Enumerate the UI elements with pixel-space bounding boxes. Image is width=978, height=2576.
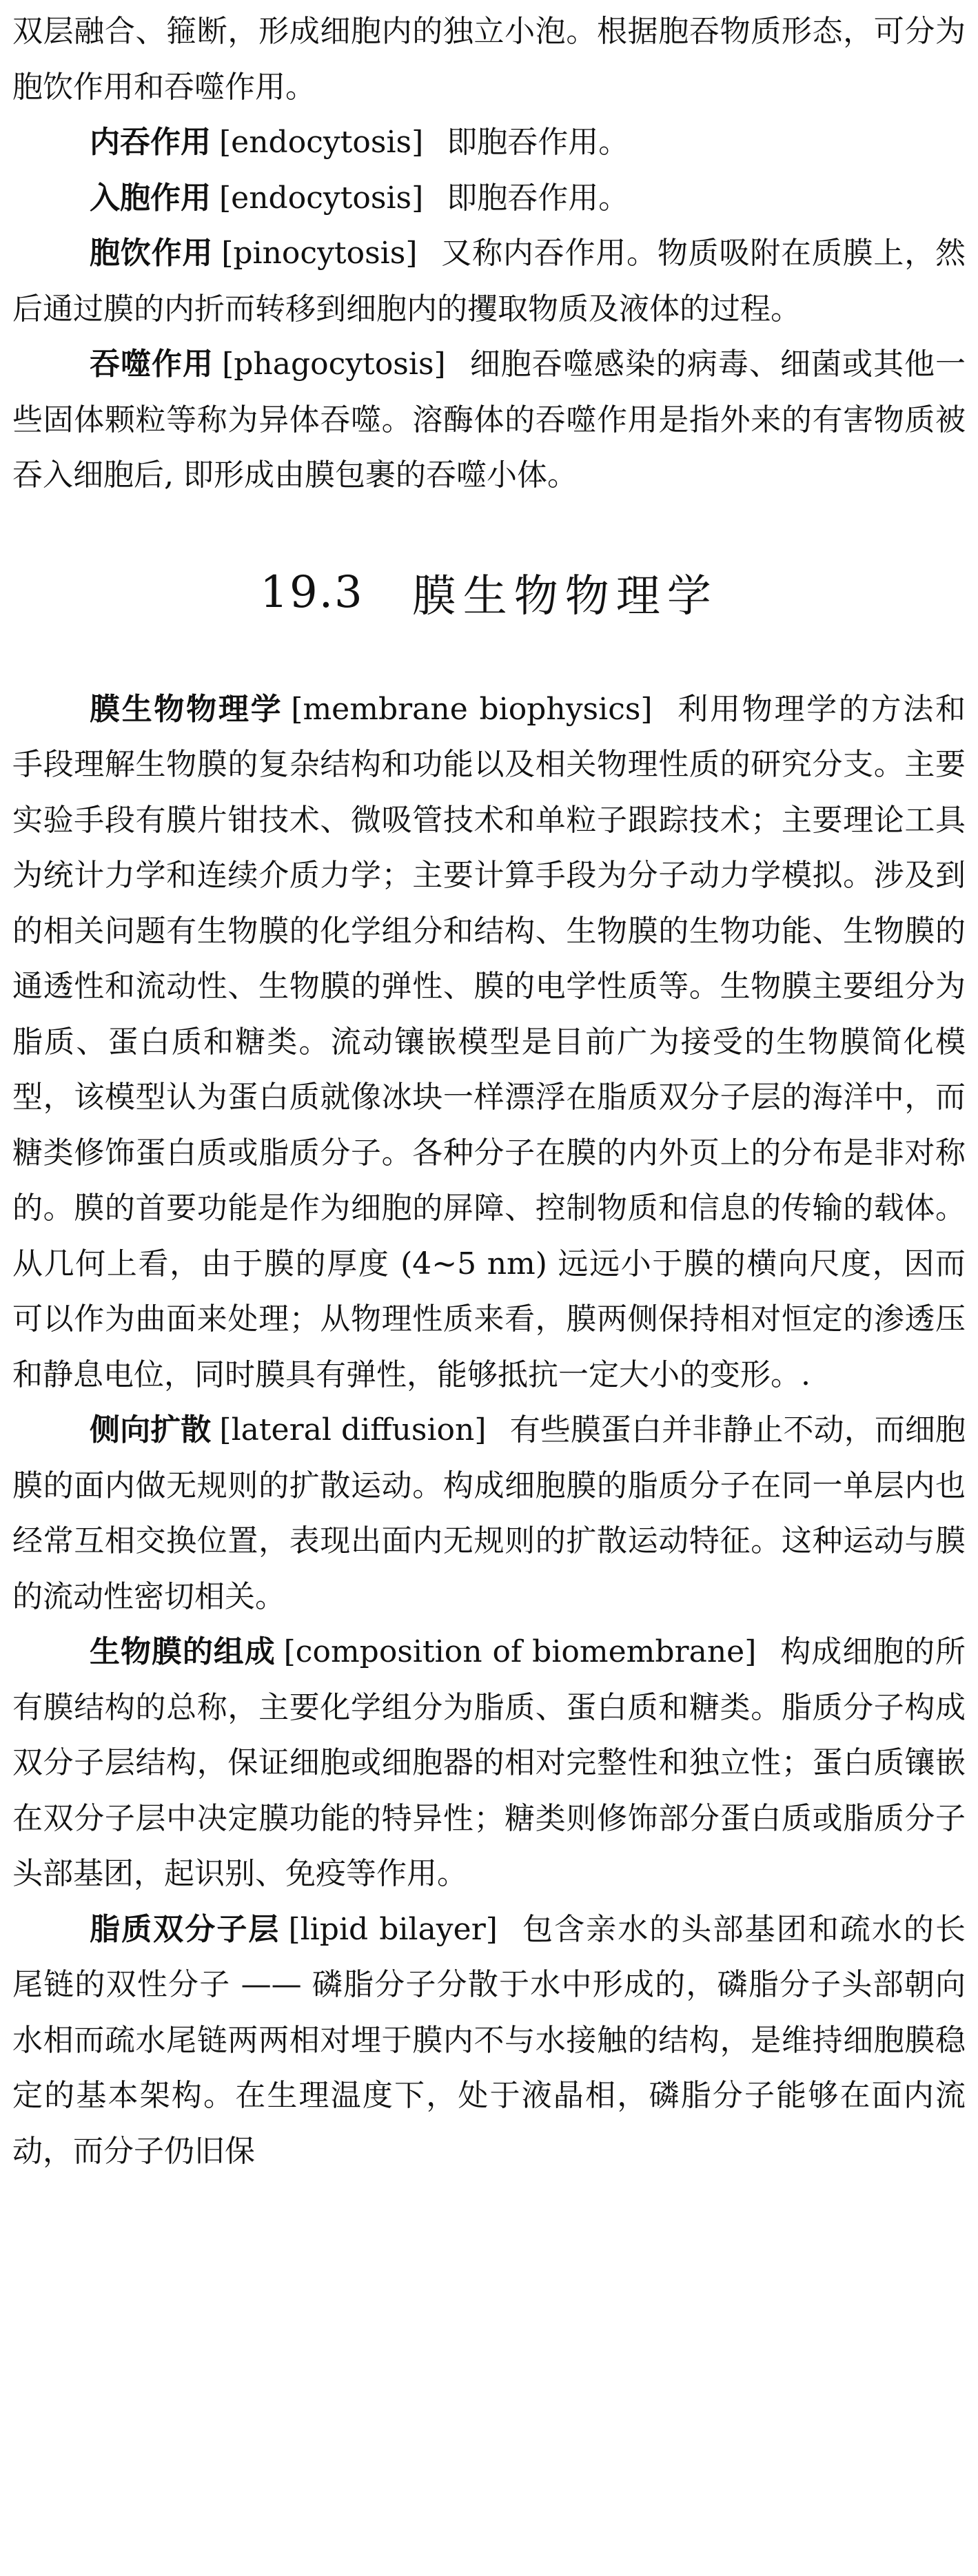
entry-lateral-diffusion xyxy=(12,1403,966,1625)
entry-english: [pinocytosis] xyxy=(221,236,418,271)
entry-english: [lipid bilayer] xyxy=(288,1911,498,1947)
section-title: 膜生物物理学 xyxy=(411,571,718,622)
entry-english: [membrane biophysics] xyxy=(291,691,653,727)
entry-definition: 构成细胞的所有膜结构的总称，主要化学组分为脂质、蛋白质和糖类。脂质分子构成双分子层结构，保证细胞或细胞器的相对完整性和独立性；蛋白质镶嵌在双分子层中决定膜功能的特异性；糖类则修饰部分蛋白质或脂质分子头部基团，起识别、免疫等作用。 xyxy=(12,1634,966,1891)
entry-definition: 利用物理学的方法和手段理解生物膜的复杂结构和功能以及相关物理性质的研究分支。主要实验手段有膜片钳技术、微吸管技术和单粒子跟踪技术；主要理论工具为统计力学和连续介质力学；主要计算手段为分子动力学模拟。涉及到的相关问题有生物膜的化学组分和结构、生物膜的生物功能、生物膜的通透性和流动性、生物膜的弹性、膜的电学性质等。生物膜主要组分为脂质、蛋白质和糖类。流动镶嵌模型是目前广为接受的生物膜简化模型，该模型认为蛋白质就像冰块一样漂浮在脂质双分子层的海洋中，而糖类修饰蛋白质或脂质分子。各种分子在膜的内外页上的分布是非对称的。膜的首要功能是作为细胞的屏障、控制物质和信息的传输的载体。从几何上看，由于膜的厚度 (4∼5 nm) 远远小于膜的横向尺度，因而可以作为曲面来处理；从物理性质来看，膜两侧保持相对恒定的渗透压和静息电位，同时膜具有弹性，能够抵抗一定大小的变形。. xyxy=(12,691,966,1392)
entry-term: 生物膜的组成 xyxy=(90,1634,276,1669)
entry-definition: 即胞吞作用。 xyxy=(447,180,629,216)
entry-term: 膜生物物理学 xyxy=(90,691,283,727)
intro-paragraph: 双层融合、箍断，形成细胞内的独立小泡。根据胞吞物质形态，可分为胞饮作用和吞噬作用。 xyxy=(12,14,966,105)
section-number: 19.3 xyxy=(260,567,364,618)
entry-definition: 包含亲水的头部基团和疏水的长尾链的双性分子 —— 磷脂分子分散于水中形成的，磷脂分子头部朝向水相而疏水尾链两两相对埋于膜内不与水接触的结构，是维持细胞膜稳定的基本架构。在生理温度下，处于液晶相，磷脂分子能够在面内流动，而分子仍旧保 xyxy=(12,1911,966,2169)
entry-term: 入胞作用 xyxy=(90,180,211,216)
entry-term: 吞噬作用 xyxy=(90,347,214,382)
entry-english: [endocytosis] xyxy=(219,125,424,160)
section-heading xyxy=(12,504,966,682)
entry-definition: 细胞吞噬感染的病毒、细菌或其他一些固体颗粒等称为异体吞噬。溶酶体的吞噬作用是指外来的有害物质被吞入细胞后, 即形成由膜包裹的吞噬小体。 xyxy=(12,347,966,493)
entry-endocytosis xyxy=(12,115,966,171)
entry-membrane-biophysics xyxy=(12,682,966,1403)
entry-term: 脂质双分子层 xyxy=(90,1911,281,1947)
entry-english: [composition of biomembrane] xyxy=(283,1634,757,1669)
entry-english: [lateral diffusion] xyxy=(219,1412,487,1447)
entry-phagocytosis xyxy=(12,337,966,504)
entry-term: 侧向扩散 xyxy=(90,1412,212,1447)
entry-english: [phagocytosis] xyxy=(222,347,446,382)
entry-english: [endocytosis] xyxy=(219,180,424,216)
entry-endocytosis-alt xyxy=(12,171,966,227)
entry-term: 胞饮作用 xyxy=(90,236,214,271)
entry-lipid-bilayer xyxy=(12,1902,966,2180)
entry-biomembrane-composition xyxy=(12,1625,966,1902)
entry-definition: 有些膜蛋白并非静止不动，而细胞膜的面内做无规则的扩散运动。构成细胞膜的脂质分子在同一单层内也经常互相交换位置，表现出面内无规则的扩散运动特征。这种运动与膜的流动性密切相关。 xyxy=(12,1412,966,1614)
entry-definition: 又称内吞作用。物质吸附在质膜上，然后通过膜的内折而转移到细胞内的攫取物质及液体的过程。 xyxy=(12,236,966,327)
entry-pinocytosis xyxy=(12,226,966,337)
entry-term: 内吞作用 xyxy=(90,125,211,160)
entry-definition: 即胞吞作用。 xyxy=(447,125,629,160)
